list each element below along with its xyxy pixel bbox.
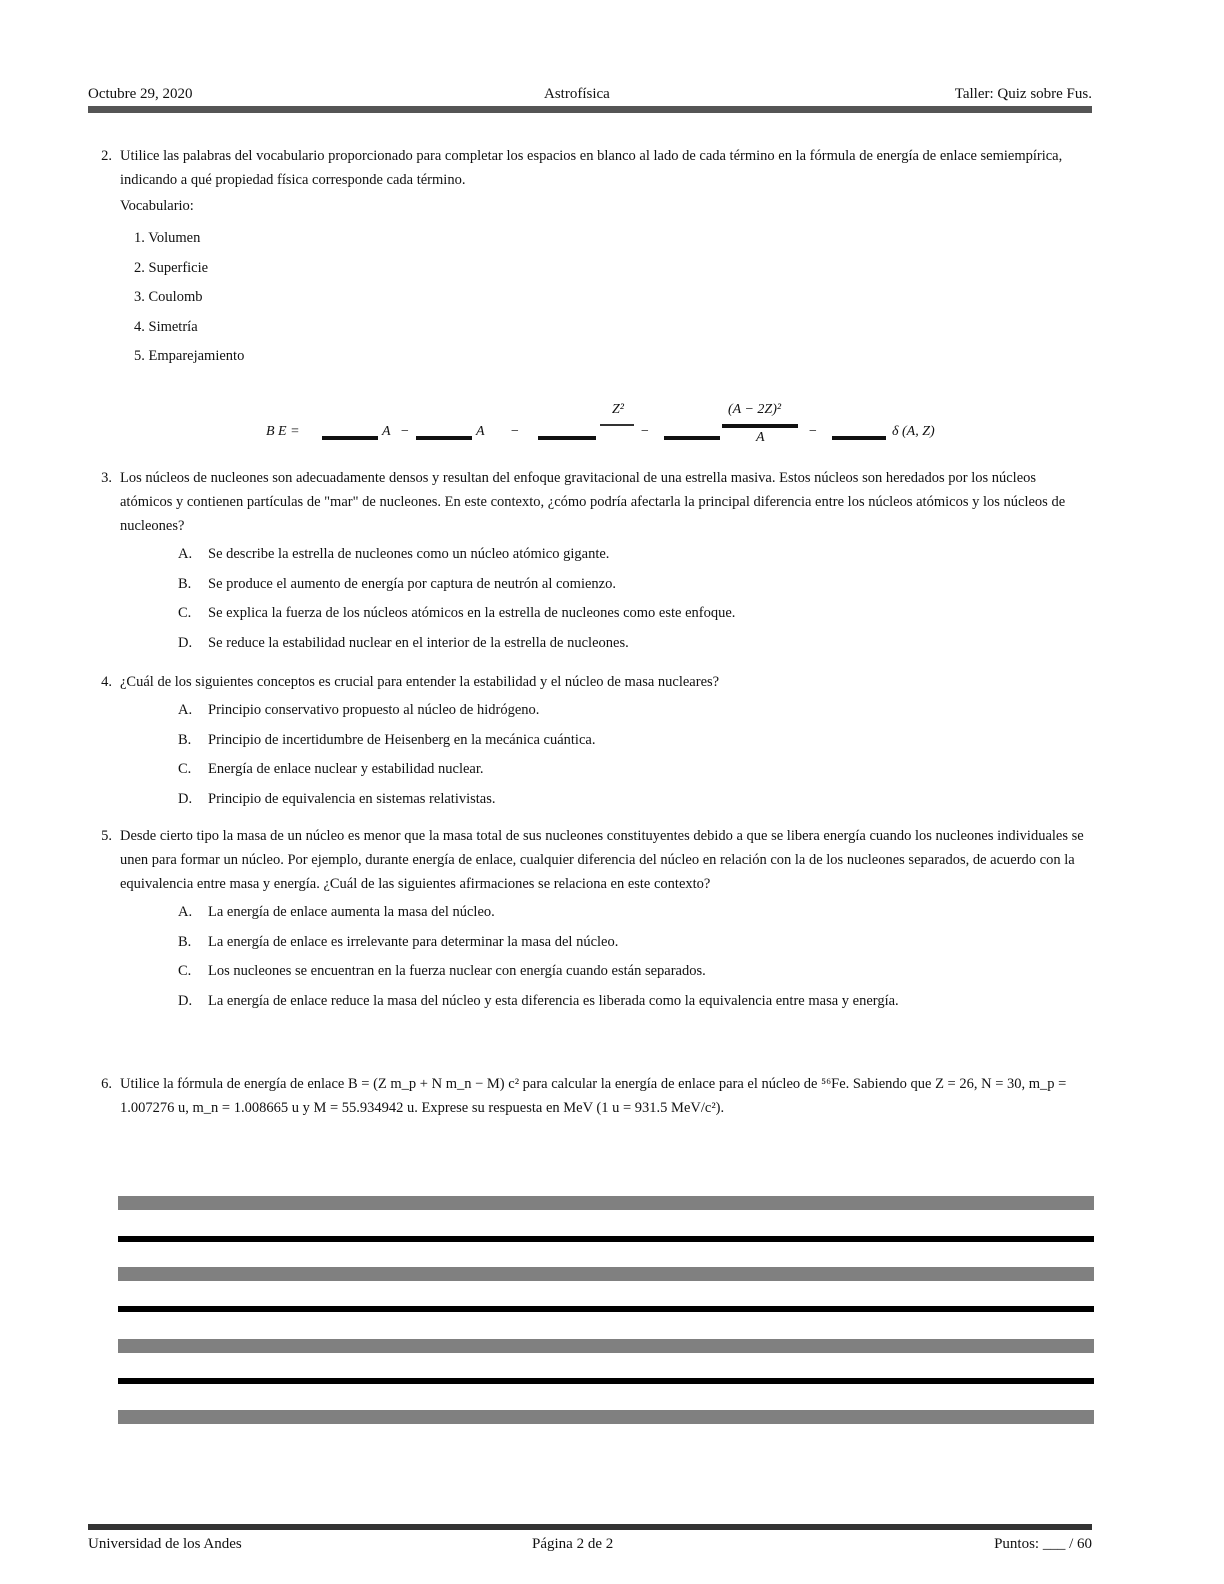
question-text: ¿Cuál de los siguientes conceptos es crucial para entender la estabilidad y el núcleo de masa nucleares? (120, 674, 720, 690)
equation-operator: − (400, 424, 410, 439)
vocab-item: 5. Emparejamiento (134, 348, 245, 364)
option-a[interactable]: A. Se describe la estrella de nucleones como un núcleo atómico gigante. (178, 546, 610, 562)
header-rule (88, 106, 1092, 113)
question-6 (88, 1072, 1092, 1120)
option-a[interactable]: A. La energía de enlace aumenta la masa del núcleo. (178, 904, 495, 920)
option-b[interactable]: B. La energía de enlace es irrelevante para determinar la masa del núcleo. (178, 933, 619, 950)
answer-line[interactable] (118, 1339, 1094, 1353)
header-title: Taller: Quiz sobre Fus. (954, 86, 1092, 102)
options-list (178, 698, 1092, 811)
footer-points: Puntos: ___ / 60 (994, 1536, 1092, 1552)
equation-operator: − (510, 424, 520, 439)
equation-term: A (756, 430, 765, 445)
question-number: 6. (101, 1076, 112, 1092)
header-course: Astrofísica (544, 86, 610, 102)
question-2 (88, 144, 1092, 372)
answer-line[interactable] (118, 1236, 1094, 1242)
fraction-bar (600, 424, 634, 426)
answer-blank[interactable] (416, 436, 472, 440)
footer-page-number: Página 2 de 2 (532, 1536, 614, 1552)
answer-line[interactable] (118, 1306, 1094, 1312)
question-number: 3. (101, 470, 112, 486)
question-text: Utilice las palabras del vocabulario proporcionado para completar los espacios en blanco al lado de cada término en la fórmula de energía de enlace semiempírica, indicando a qué propiedad física corresponde cada término. (120, 148, 1063, 188)
question-4 (88, 670, 1092, 816)
question-number: 4. (101, 674, 112, 690)
option-c[interactable]: C. Se explica la fuerza de los núcleos atómicos en la estrella de nucleones como este enfoque. (178, 605, 736, 621)
footer-university: Universidad de los Andes (88, 1536, 242, 1552)
question-text: Utilice la fórmula de energía de enlace B = (Z m_p + N m_n − M) c² para calcular la energía de enlace para el núcleo de ⁵⁶Fe. Sabiendo que Z = 26, N = 30, m_p = 1.007276 u, m_n = 1.008665 u y M = 55.934942 u. Exprese su respuesta en MeV (1 u = 931.5 MeV/c²). (120, 1076, 1067, 1116)
option-a[interactable]: A. Principio conservativo propuesto al núcleo de hidrógeno. (178, 702, 540, 718)
answer-line[interactable] (118, 1410, 1094, 1424)
answer-blank[interactable] (538, 436, 596, 440)
option-d[interactable]: D. Se reduce la estabilidad nuclear en el interior de la estrella de nucleones. (178, 634, 629, 651)
option-d[interactable]: D. La energía de enlace reduce la masa del núcleo y esta diferencia es liberada como la equivalencia entre masa y energía. (178, 992, 899, 1009)
answer-line[interactable] (118, 1196, 1094, 1210)
option-d[interactable]: D. Principio de equivalencia en sistemas relativistas. (178, 790, 496, 807)
question-3 (88, 466, 1092, 660)
vocab-item: 2. Superficie (134, 259, 209, 276)
question-text: Desde cierto tipo la masa de un núcleo es menor que la masa total de sus nucleones constituyentes debido a que se libera energía cuando los nucleones individuales se unen para formar un núcleo. Por ejemplo, durante energía de enlace, cualquier diferencia del núcleo en relación con la de los nucleones separados, de acuerdo con la equivalencia entre masa y energía. ¿Cuál de las siguientes afirmaciones se relaciona en este contexto? (120, 828, 1084, 892)
question-5 (88, 824, 1092, 1018)
fraction-bar (722, 424, 798, 428)
equation-term: (A − 2Z)² (728, 402, 782, 417)
vocab-item: 4. Simetría (134, 318, 198, 335)
footer-rule (88, 1524, 1092, 1530)
answer-blank[interactable] (664, 436, 720, 440)
equation-term: A (382, 424, 391, 439)
equation-lhs: B E = (266, 424, 300, 439)
question-number: 2. (101, 148, 112, 164)
vocab-item: 3. Coulomb (134, 289, 203, 305)
option-c[interactable]: C. Los nucleones se encuentran en la fuerza nuclear con energía cuando están separados. (178, 963, 706, 979)
binding-energy-equation (266, 400, 966, 450)
vocab-item: 1. Volumen (134, 230, 201, 246)
page-footer (88, 1536, 1092, 1554)
equation-term: δ (A, Z) (892, 424, 935, 439)
equation-operator: − (808, 424, 818, 439)
question-number: 5. (101, 828, 112, 844)
option-c[interactable]: C. Energía de enlace nuclear y estabilidad nuclear. (178, 761, 484, 777)
header-date: Octubre 29, 2020 (88, 86, 193, 102)
options-list (178, 542, 1092, 655)
option-b[interactable]: B. Se produce el aumento de energía por captura de neutrón al comienzo. (178, 575, 616, 592)
option-b[interactable]: B. Principio de incertidumbre de Heisenberg en la mecánica cuántica. (178, 731, 596, 748)
equation-term: Z² (612, 402, 624, 417)
answer-line[interactable] (118, 1267, 1094, 1281)
question-text: Los núcleos de nucleones son adecuadamente densos y resultan del enfoque gravitacional de una estrella masiva. Estos núcleos son heredados por los núcleos atómicos y contienen partículas de "mar" de nucleones. En este contexto, ¿cómo podría afectarla la principal diferencia entre los núcleos atómicos y los núcleos de nucleones? (120, 470, 1066, 534)
page-header (88, 86, 1092, 104)
vocab-list (134, 224, 1092, 372)
answer-blank[interactable] (832, 436, 886, 440)
vocab-label: Vocabulario: (120, 198, 194, 214)
equation-term: A (476, 424, 485, 439)
answer-line[interactable] (118, 1378, 1094, 1384)
options-list (178, 900, 1092, 1013)
answer-blank[interactable] (322, 436, 378, 440)
equation-operator: − (640, 424, 650, 439)
